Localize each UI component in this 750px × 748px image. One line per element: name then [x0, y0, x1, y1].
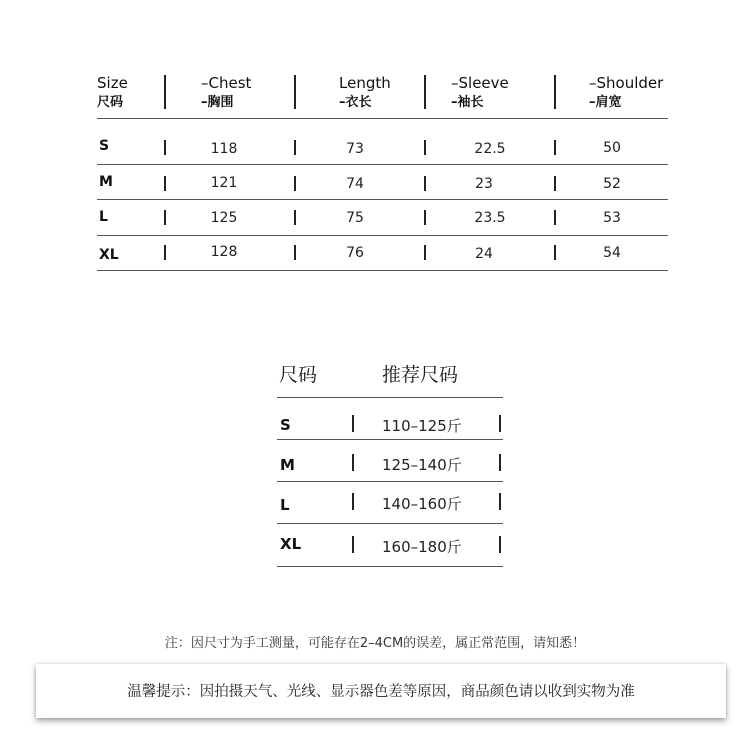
header-recommend: 推荐尺码	[382, 364, 459, 386]
header-sleeve-zh: –袖长	[451, 95, 484, 110]
column-divider	[499, 493, 501, 510]
header-shoulder	[589, 73, 663, 113]
weight-range-value: 160–180斤	[382, 538, 462, 556]
measurement-note: 注：因尺寸为手工测量，可能存在2–4CM的误差，属正常范围，请知悉！	[164, 636, 586, 651]
tip-banner	[36, 664, 726, 718]
column-divider	[352, 415, 354, 432]
tip-text: 温馨提示：因拍摄天气、光线、显示器色差等原因，商品颜色请以收到实物为准	[127, 684, 635, 700]
header-chest	[201, 73, 251, 113]
column-divider	[352, 536, 354, 553]
header-size-zh: 尺码	[97, 95, 124, 110]
column-divider	[294, 176, 296, 191]
row-size-label: XL	[280, 535, 302, 553]
column-divider	[499, 415, 501, 432]
header-size	[97, 73, 128, 113]
row-divider	[277, 439, 503, 440]
column-divider	[499, 536, 501, 553]
column-divider	[164, 245, 166, 260]
length-value: 74	[346, 176, 364, 192]
row-divider	[277, 523, 503, 524]
row-size-label: XL	[99, 247, 119, 263]
column-divider	[554, 140, 556, 155]
row-divider	[97, 118, 668, 119]
length-value: 75	[346, 210, 364, 226]
shoulder-value: 52	[603, 176, 621, 192]
column-divider	[352, 454, 354, 471]
row-divider	[97, 235, 668, 236]
chest-value: 128	[210, 244, 238, 260]
row-size-label: S	[99, 138, 110, 154]
header-shoulder-zh: –肩宽	[589, 95, 622, 110]
column-divider	[554, 245, 556, 260]
sleeve-value: 24	[475, 246, 493, 262]
column-divider	[424, 210, 426, 225]
shoulder-value: 50	[603, 140, 621, 156]
column-divider	[554, 210, 556, 225]
weight-range-value: 110–125斤	[382, 417, 462, 435]
column-divider	[424, 245, 426, 260]
header-chest-en: –Chest	[201, 74, 252, 92]
column-divider	[294, 75, 296, 109]
column-divider	[424, 140, 426, 155]
chest-value: 118	[210, 141, 238, 157]
row-size-label: M	[280, 456, 295, 474]
row-size-label: S	[280, 416, 291, 434]
length-value: 73	[346, 141, 364, 157]
weight-range-value: 140–160斤	[382, 495, 462, 513]
row-divider	[277, 481, 503, 482]
sleeve-value: 22.5	[474, 141, 506, 157]
column-divider	[499, 454, 501, 471]
row-size-label: M	[99, 174, 113, 190]
column-divider	[294, 140, 296, 155]
row-divider	[97, 270, 668, 271]
header-length-zh: –衣长	[339, 95, 372, 110]
header-sleeve-en: –Sleeve	[451, 74, 509, 92]
shoulder-value: 53	[603, 210, 621, 226]
header-size-zh: 尺码	[279, 364, 318, 386]
header-length-en: Length	[339, 74, 391, 92]
column-divider	[164, 176, 166, 191]
column-divider	[164, 210, 166, 225]
chest-value: 121	[210, 175, 238, 191]
column-divider	[294, 210, 296, 225]
row-divider	[277, 397, 503, 398]
column-divider	[164, 140, 166, 155]
weight-range-value: 125–140斤	[382, 456, 462, 474]
row-divider	[97, 199, 668, 200]
row-divider	[277, 566, 503, 567]
chest-value: 125	[210, 210, 238, 226]
header-shoulder-en: –Shoulder	[589, 74, 664, 92]
header-size-en: Size	[97, 74, 128, 92]
row-divider	[97, 164, 668, 165]
row-size-label: L	[99, 209, 108, 225]
column-divider	[424, 176, 426, 191]
column-divider	[164, 75, 166, 109]
column-divider	[294, 245, 296, 260]
sleeve-value: 23.5	[474, 210, 506, 226]
sleeve-value: 23	[475, 176, 493, 192]
shoulder-value: 54	[603, 245, 621, 261]
column-divider	[554, 75, 556, 109]
column-divider	[424, 75, 426, 109]
row-size-label: L	[280, 496, 290, 514]
length-value: 76	[346, 245, 364, 261]
header-chest-zh: –胸围	[201, 95, 234, 110]
column-divider	[554, 176, 556, 191]
header-length	[339, 73, 391, 113]
header-sleeve	[451, 73, 509, 113]
column-divider	[352, 493, 354, 510]
